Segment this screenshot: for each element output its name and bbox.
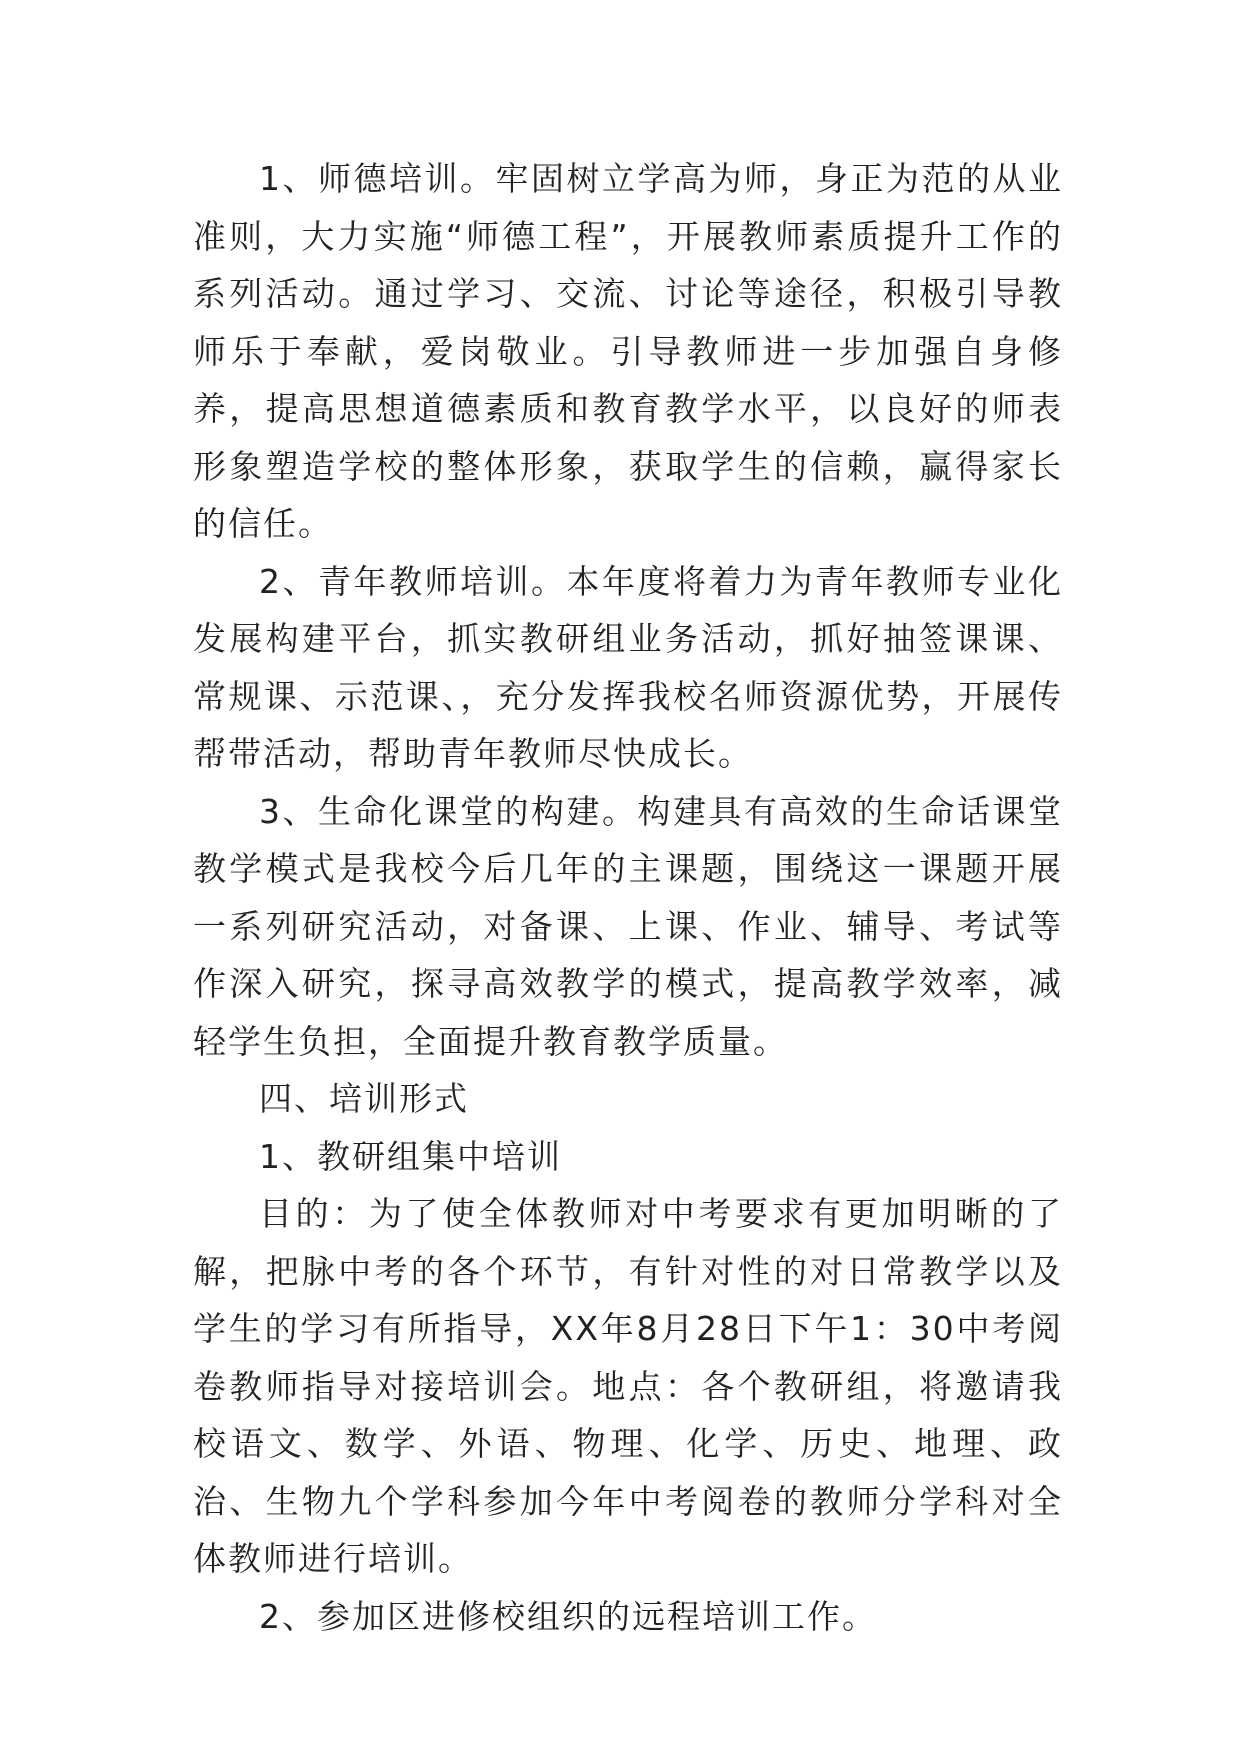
- paragraph-life-classroom-construction: 3、生命化课堂的构建。构建具有高效的生命话课堂教学模式是我校今后几年的主课题，围绕这一课题开展一系列研究活动，对备课、上课、作业、辅导、考试等作深入研究，探寻高效教学的模式，提高教学效率，减轻学生负担，全面提升教育教学质量。: [193, 791, 1063, 1061]
- paragraph-teacher-ethics-training: 1、师德培训。牢固树立学高为师，身正为范的从业准则，大力实施“师德工程”，开展教师素质提升工作的系列活动。通过学习、交流、讨论等途径，积极引导教师乐于奉献，爱岗敬业。引导教师进一步加强自身修养，提高思想道德素质和教育教学水平，以良好的师表形象塑造学校的整体形象，获取学生的信赖，赢得家长的信任。: [193, 159, 1063, 543]
- paragraph-young-teacher-training: 2、青年教师培训。本年度将着力为青年教师专业化发展构建平台，抓实教研组业务活动，抓好抽签课课、常规课、示范课、，充分发挥我校名师资源优势，开展传帮带活动，帮助青年教师尽快成长。: [193, 561, 1063, 773]
- paragraph-remote-training: 2、参加区进修校组织的远程培训工作。: [259, 1596, 877, 1636]
- document-body: [193, 150, 1063, 1645]
- subheading-teaching-group-training: 1、教研组集中培训: [259, 1136, 562, 1176]
- section-heading-training-forms: 四、培训形式: [259, 1079, 469, 1118]
- paragraph-training-purpose: 目的：为了使全体教师对中考要求有更加明晰的了解，把脉中考的各个环节，有针对性的对日常教学以及学生的学习有所指导，XX年8月28日下午1：30中考阅卷教师指导对接培训会。地点：各个教研组，将邀请我校语文、数学、外语、物理、化学、历史、地理、政治、生物九个学科参加今年中考阅卷的教师分学科对全体教师进行培训。: [193, 1194, 1063, 1578]
